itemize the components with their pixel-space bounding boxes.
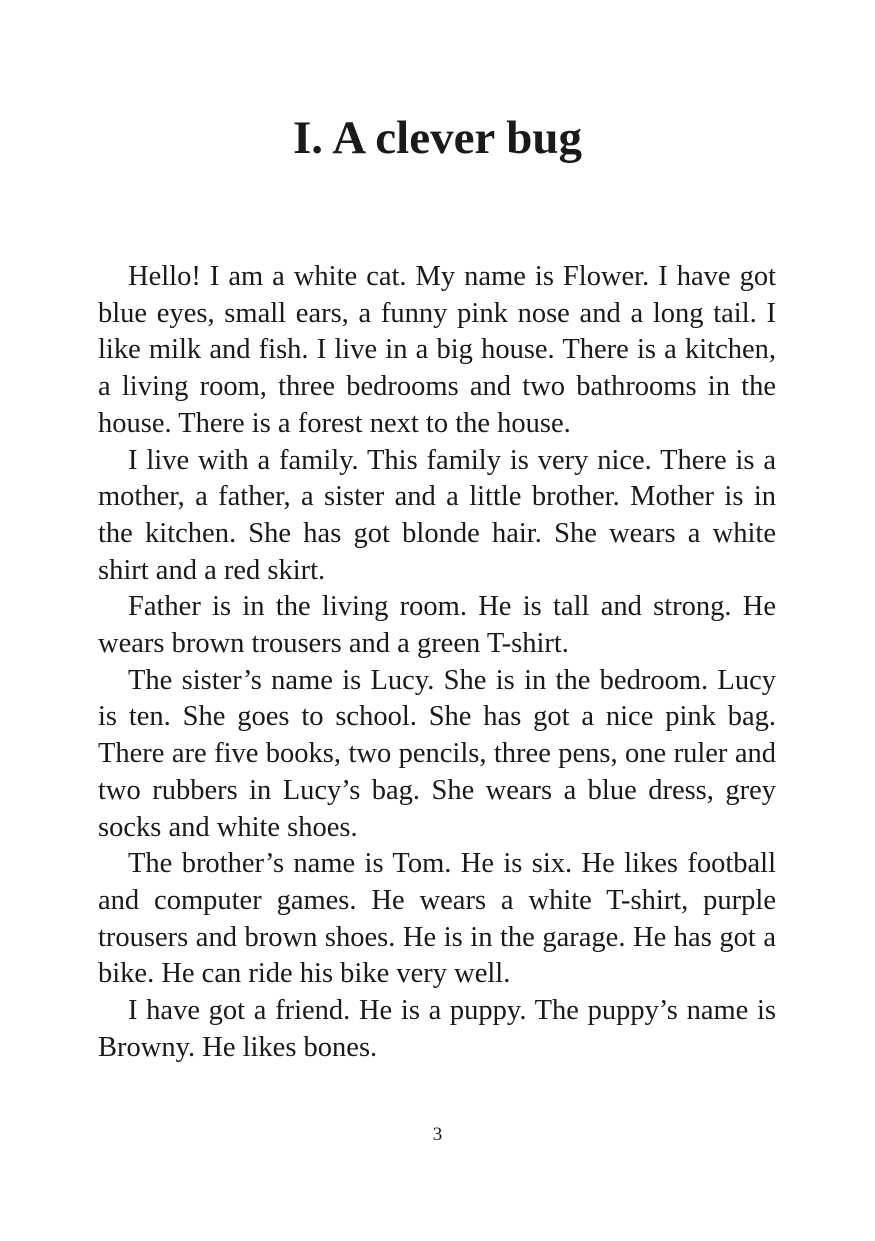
paragraph: I live with a family. This family is very nice. There is a mother, a father, a sister and a little brother. Mother is in the kitchen. She has got blonde hair. She wears a white shirt and a red skirt.: [98, 444, 776, 586]
paragraph: Hello! I am a white cat. My name is Flower. I have got blue eyes, small ears, a funny pink nose and a long tail. I like milk and fish. I live in a big house. There is a kitchen, a living room, three bedrooms and two bathrooms in the house. There is a forest next to the house.: [98, 261, 776, 439]
paragraph: I have got a friend. He is a puppy. The puppy’s name is Browny. He likes bones.: [98, 995, 776, 1063]
chapter-body: [98, 259, 776, 1066]
page-number: 3: [432, 1124, 443, 1145]
paragraph: The sister’s name is Lucy. She is in the bedroom. Lucy is ten. She goes to school. She has got a nice pink bag. There are five books, two pencils, three pens, one ruler and two rubbers in Lucy’s bag. She wears a blue dress, grey socks and white shoes.: [98, 664, 776, 843]
chapter-title: I. A clever bug: [293, 112, 582, 164]
paragraph: Father is in the living room. He is tall and strong. He wears brown trousers and a green T-shirt.: [98, 591, 776, 660]
paragraph: The brother’s name is Tom. He is six. He likes football and computer games. He wears a white T-shirt, purple trousers and brown shoes. He is in the garage. He has got a bike. He can ride his bike very well.: [98, 848, 776, 990]
